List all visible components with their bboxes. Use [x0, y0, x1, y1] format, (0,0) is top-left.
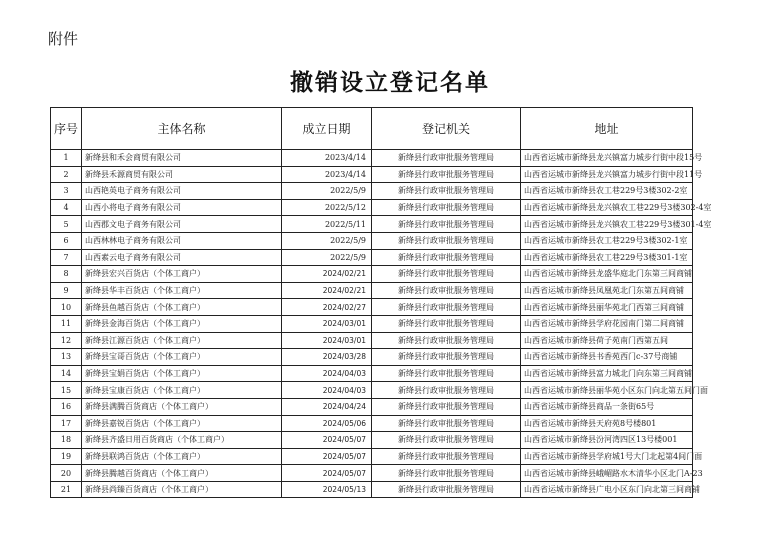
cell-authority: 新绛县行政审批服务管理局 [372, 448, 521, 465]
cell-authority: 新绛县行政审批服务管理局 [372, 465, 521, 482]
cell-authority: 新绛县行政审批服务管理局 [372, 216, 521, 233]
header-no: 序号 [51, 108, 82, 150]
cell-authority: 新绛县行政审批服务管理局 [372, 199, 521, 216]
table-row [51, 166, 693, 183]
table-row [51, 299, 693, 316]
cell-no: 20 [51, 465, 82, 482]
cell-authority: 新绛县行政审批服务管理局 [372, 365, 521, 382]
cell-name: 新绛县宝哥百货店（个体工商户） [82, 349, 282, 366]
cell-authority: 新绛县行政审批服务管理局 [372, 432, 521, 449]
cell-address: 山西省运城市新绛县富力城北门向东第三间商铺 [521, 365, 693, 382]
cell-name: 新绛县联鸿百货店（个体工商户） [82, 448, 282, 465]
header-name: 主体名称 [82, 108, 282, 150]
cell-no: 19 [51, 448, 82, 465]
cell-date: 2024/04/24 [282, 398, 372, 415]
cell-no: 9 [51, 282, 82, 299]
cell-address: 山西省运城市新绛县广电小区东门向北第三间商铺 [521, 481, 693, 498]
cell-date: 2024/05/07 [282, 465, 372, 482]
cell-date: 2022/5/9 [282, 232, 372, 249]
cell-no: 14 [51, 365, 82, 382]
table-row [51, 332, 693, 349]
table-row [51, 216, 693, 233]
cell-authority: 新绛县行政审批服务管理局 [372, 282, 521, 299]
cell-name: 新绛县金海百货店（个体工商户） [82, 315, 282, 332]
table-row [51, 415, 693, 432]
cell-authority: 新绛县行政审批服务管理局 [372, 150, 521, 167]
cell-authority: 新绛县行政审批服务管理局 [372, 183, 521, 200]
cell-address: 山西省运城市新绛县学府花园南门第二间商铺 [521, 315, 693, 332]
table-row [51, 365, 693, 382]
cell-no: 18 [51, 432, 82, 449]
table-body [51, 150, 712, 498]
cell-authority: 新绛县行政审批服务管理局 [372, 166, 521, 183]
cell-name: 山西小将电子商务有限公司 [82, 199, 282, 216]
cell-authority: 新绛县行政审批服务管理局 [372, 299, 521, 316]
table-row [51, 398, 693, 415]
table-row [51, 183, 693, 200]
table-row [51, 349, 693, 366]
table-row [51, 465, 693, 482]
cell-date: 2024/03/01 [282, 332, 372, 349]
cell-address: 山西省运城市新绛县丽华苑北门西第三间商铺 [521, 299, 693, 316]
cell-address: 山西省运城市新绛县农工巷229号3楼302-1室 [521, 232, 693, 249]
cell-date: 2024/02/21 [282, 266, 372, 283]
cell-no: 1 [51, 150, 82, 167]
cell-date: 2023/4/14 [282, 166, 372, 183]
cell-date: 2024/05/07 [282, 432, 372, 449]
cell-authority: 新绛县行政审批服务管理局 [372, 232, 521, 249]
cell-name: 新绛县齐盛日用百货商店（个体工商户） [82, 432, 282, 449]
cell-no: 16 [51, 398, 82, 415]
cell-address: 山西省运城市新绛县天府苑8号楼801 [521, 415, 693, 432]
cell-name: 山西林林电子商务有限公司 [82, 232, 282, 249]
cell-address: 山西省运城市新绛县商品一条街65号 [521, 398, 693, 415]
cell-name: 山西郡文电子商务有限公司 [82, 216, 282, 233]
table-row [51, 282, 693, 299]
cell-name: 新绛县宝康百货店（个体工商户） [82, 382, 282, 399]
cell-date: 2023/4/14 [282, 150, 372, 167]
table-row [51, 199, 693, 216]
cell-date: 2024/05/06 [282, 415, 372, 432]
cell-date: 2024/04/03 [282, 382, 372, 399]
cell-authority: 新绛县行政审批服务管理局 [372, 415, 521, 432]
cell-date: 2024/03/01 [282, 315, 372, 332]
cell-name: 新绛县腾越百货商店（个体工商户） [82, 465, 282, 482]
cell-address: 山西省运城市新绛县农工巷229号3楼301-1室 [521, 249, 693, 266]
table-row [51, 432, 693, 449]
header-date: 成立日期 [282, 108, 372, 150]
cell-address: 山西省运城市新绛县汾河湾四区13号楼001 [521, 432, 693, 449]
cell-name: 新绛县华丰百货店（个体工商户） [82, 282, 282, 299]
registration-table [50, 107, 712, 498]
cell-name: 新绛县禾源商贸有限公司 [82, 166, 282, 183]
cell-name: 新绛县宝娟百货店（个体工商户） [82, 365, 282, 382]
cell-address: 山西省运城市新绛县学府城1号大门北起第4间门面 [521, 448, 693, 465]
cell-name: 新绛县江源百货店（个体工商户） [82, 332, 282, 349]
cell-no: 4 [51, 199, 82, 216]
cell-date: 2024/04/03 [282, 365, 372, 382]
header-address: 地址 [521, 108, 693, 150]
cell-name: 新绛县鱼越百货店（个体工商户） [82, 299, 282, 316]
cell-address: 山西省运城市新绛县龙兴镇农工巷229号3楼302-4室 [521, 199, 693, 216]
cell-name: 新绛县宏兴百货店（个体工商户） [82, 266, 282, 283]
cell-date: 2024/02/21 [282, 282, 372, 299]
table-row [51, 382, 693, 399]
table-row [51, 266, 693, 283]
cell-no: 15 [51, 382, 82, 399]
cell-no: 8 [51, 266, 82, 283]
cell-date: 2024/05/07 [282, 448, 372, 465]
cell-name: 山西艳英电子商务有限公司 [82, 183, 282, 200]
page-title: 撤销设立登记名单 [290, 70, 490, 96]
cell-address: 山西省运城市新绛县龙兴镇农工巷229号3楼301-4室 [521, 216, 693, 233]
cell-address: 山西省运城市新绛县书香苑西门c-37号商铺 [521, 349, 693, 366]
cell-no: 10 [51, 299, 82, 316]
cell-address: 山西省运城市新绛县丽华苑小区东门向北第五间门面 [521, 382, 693, 399]
header-authority: 登记机关 [372, 108, 521, 150]
cell-authority: 新绛县行政审批服务管理局 [372, 315, 521, 332]
cell-name: 新绛县和禾会商贸有限公司 [82, 150, 282, 167]
cell-authority: 新绛县行政审批服务管理局 [372, 266, 521, 283]
cell-name: 新绛县尚臻百货商店（个体工商户） [82, 481, 282, 498]
table-row [51, 150, 693, 167]
attachment-label: 附件 [48, 30, 79, 48]
cell-no: 5 [51, 216, 82, 233]
cell-no: 13 [51, 349, 82, 366]
cell-no: 21 [51, 481, 82, 498]
cell-address: 山西省运城市新绛县龙兴镇富力城步行街中段15号 [521, 150, 693, 167]
cell-address: 山西省运城市新绛县农工巷229号3楼302-2室 [521, 183, 693, 200]
cell-address: 山西省运城市新绛县凤凰苑北门东第五间商铺 [521, 282, 693, 299]
cell-date: 2022/5/9 [282, 249, 372, 266]
table-row [51, 448, 693, 465]
table-row [51, 232, 693, 249]
cell-no: 12 [51, 332, 82, 349]
cell-authority: 新绛县行政审批服务管理局 [372, 332, 521, 349]
cell-authority: 新绛县行政审批服务管理局 [372, 382, 521, 399]
cell-authority: 新绛县行政审批服务管理局 [372, 249, 521, 266]
table-row [51, 315, 693, 332]
cell-address: 山西省运城市新绛县荷子苑南门西第五间 [521, 332, 693, 349]
cell-authority: 新绛县行政审批服务管理局 [372, 398, 521, 415]
cell-no: 6 [51, 232, 82, 249]
cell-date: 2022/5/12 [282, 199, 372, 216]
cell-name: 新绛县嘉锐百货店（个体工商户） [82, 415, 282, 432]
cell-date: 2024/05/13 [282, 481, 372, 498]
table-header-row [51, 108, 693, 150]
cell-address: 山西省运城市新绛县龙兴镇富力城步行街中段11号 [521, 166, 693, 183]
cell-no: 3 [51, 183, 82, 200]
cell-date: 2024/03/28 [282, 349, 372, 366]
cell-no: 11 [51, 315, 82, 332]
cell-no: 17 [51, 415, 82, 432]
cell-authority: 新绛县行政审批服务管理局 [372, 481, 521, 498]
cell-date: 2024/02/27 [282, 299, 372, 316]
cell-address: 山西省运城市新绛县峨嵋路水木清华小区北门A-23 [521, 465, 693, 482]
cell-no: 7 [51, 249, 82, 266]
cell-no: 2 [51, 166, 82, 183]
cell-address: 山西省运城市新绛县龙盛华庭北门东第三间商铺 [521, 266, 693, 283]
cell-authority: 新绛县行政审批服务管理局 [372, 349, 521, 366]
table-row [51, 481, 693, 498]
cell-date: 2022/5/9 [282, 183, 372, 200]
table-row [51, 249, 693, 266]
cell-name: 山西素云电子商务有限公司 [82, 249, 282, 266]
cell-date: 2022/5/11 [282, 216, 372, 233]
cell-name: 新绛县满腾百货商店（个体工商户） [82, 398, 282, 415]
